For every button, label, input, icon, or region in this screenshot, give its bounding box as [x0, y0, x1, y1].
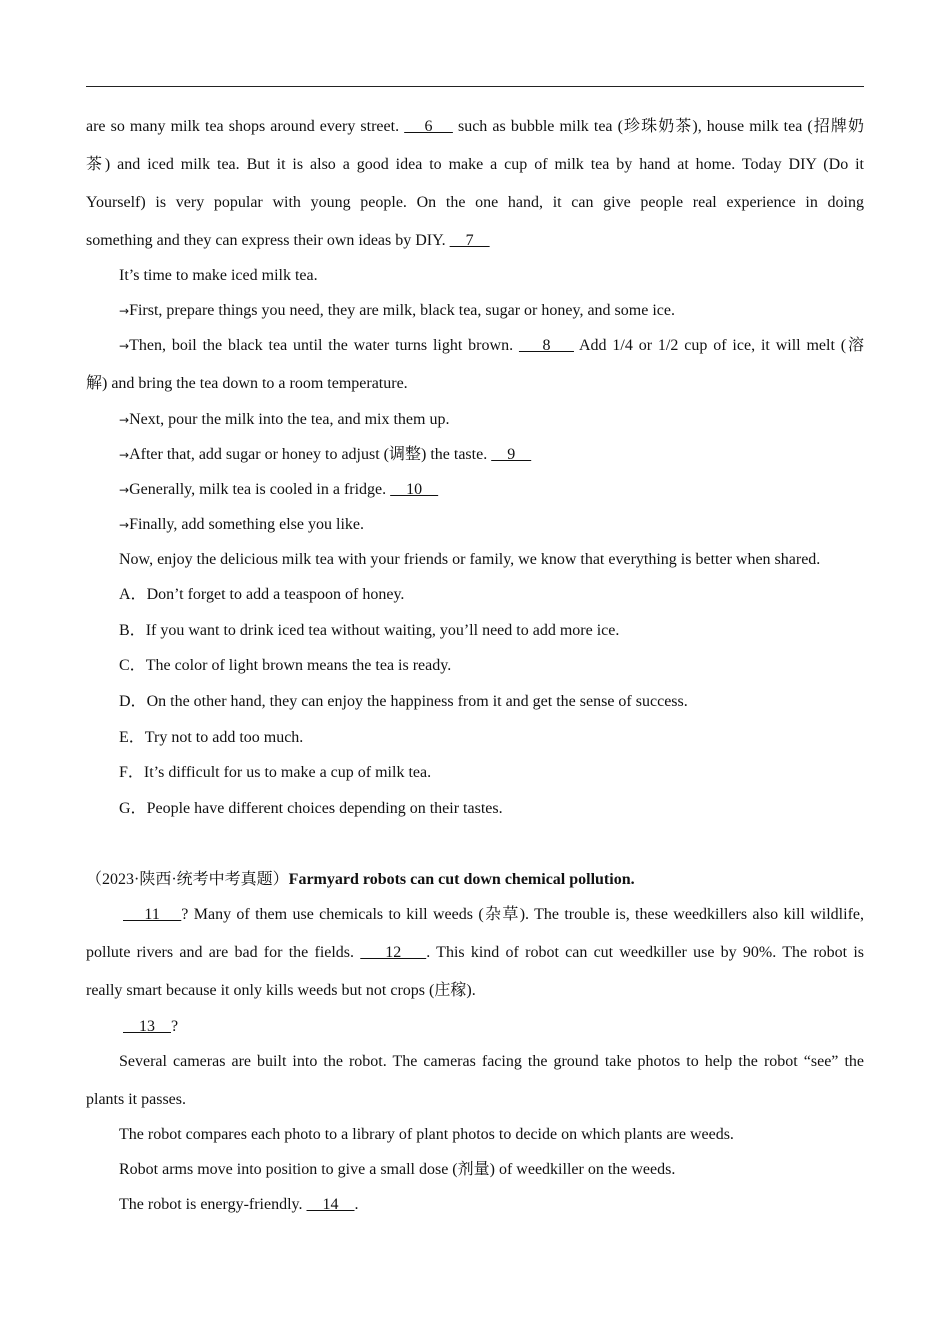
option-letter: B． [119, 622, 146, 639]
blank-13[interactable]: 13 [123, 1018, 171, 1035]
passage2-q13 [123, 1017, 864, 1037]
blank-9[interactable]: 9 [491, 446, 532, 463]
blank-6[interactable]: 6 [404, 118, 453, 135]
passage2-p3: The robot compares each photo to a library of plant photos to decide on which plants are weeds. [119, 1126, 734, 1143]
step-2-cont: 解) and bring the tea down to a room temperature. [86, 375, 408, 392]
text: ? [171, 1018, 179, 1035]
passage2-line-2 [86, 943, 864, 963]
passage1-closing: Now, enjoy the delicious milk tea with your friends or family, we know that everything is better when shared. [119, 551, 821, 568]
passage2-p5 [119, 1195, 864, 1215]
option-letter: A． [119, 586, 147, 603]
step-text: After that, add sugar or honey to adjust (调整) the taste. [129, 446, 492, 463]
text: ? Many of them use chemicals to kill weeds (杂草). The trouble is, these weedkillers also kill wildlife, [181, 906, 864, 923]
arrow-icon: → [119, 413, 130, 427]
option-d[interactable] [119, 692, 864, 712]
blank-10[interactable]: 10 [390, 481, 439, 498]
option-f[interactable] [119, 763, 864, 783]
option-c[interactable] [119, 656, 864, 676]
arrow-icon: → [119, 483, 130, 497]
blank-12[interactable]: 12 [360, 944, 427, 961]
text: such as bubble milk tea (珍珠奶茶), house milk tea (招牌奶 [452, 118, 864, 135]
arrow-icon: → [119, 339, 130, 353]
passage2-p2-line-1: Several cameras are built into the robot. The cameras facing the ground take photos to help the robot “see” the [119, 1053, 864, 1070]
step-6 [119, 515, 864, 535]
passage2-line-1 [123, 905, 864, 925]
arrow-icon: → [119, 304, 130, 318]
option-text: It’s difficult for us to make a cup of milk tea. [143, 764, 432, 781]
option-g[interactable] [119, 799, 864, 819]
step-text: Add 1/4 or 1/2 cup of ice, it will melt (溶 [573, 337, 864, 354]
arrow-icon: → [119, 448, 130, 462]
arrow-icon: → [119, 518, 130, 532]
option-e[interactable] [119, 728, 864, 748]
passage-title: Farmyard robots can cut down chemical pollution. [288, 871, 635, 888]
text: are so many milk tea shops around every street. [86, 118, 405, 135]
text: . [354, 1196, 359, 1213]
passage1-line-3: Yourself) is very popular with young people. On the one hand, it can give people real experience in doing [86, 194, 864, 211]
step-text: Then, boil the black tea until the water turns light brown. [129, 337, 519, 354]
option-letter: G． [119, 800, 147, 817]
step-text: Generally, milk tea is cooled in a fridge. [129, 481, 391, 498]
text: something and they can express their own ideas by DIY. [86, 232, 450, 249]
passage1-intro: It’s time to make iced milk tea. [119, 267, 318, 284]
header-rule [86, 86, 864, 87]
step-5 [119, 480, 864, 500]
blank-11[interactable]: 11 [123, 906, 182, 923]
option-a[interactable] [119, 585, 864, 605]
blank-8[interactable]: 8 [518, 337, 574, 354]
text: The robot is energy-friendly. [119, 1196, 307, 1213]
option-text: On the other hand, they can enjoy the happiness from it and get the sense of success. [146, 693, 688, 710]
blank-7[interactable]: 7 [449, 232, 490, 249]
text: pollute rivers and are bad for the fields. [86, 944, 361, 961]
passage2-p2-line-2: plants it passes. [86, 1091, 186, 1108]
step-3 [119, 410, 864, 430]
option-text: Don’t forget to add a teaspoon of honey. [146, 586, 405, 603]
step-4 [119, 445, 864, 465]
step-text: Finally, add something else you like. [129, 516, 364, 533]
option-letter: E． [119, 729, 145, 746]
passage1-line-2: 茶) and iced milk tea. But it is also a good idea to make a cup of milk tea by hand at home. Today DIY (Do it [86, 156, 864, 173]
option-text: Try not to add too much. [144, 729, 304, 746]
option-letter: F． [119, 764, 144, 781]
option-text: If you want to drink iced tea without waiting, you’ll need to add more ice. [145, 622, 620, 639]
passage1-line-1 [86, 117, 864, 137]
source-label: （2023·陕西·统考中考真题） [86, 871, 289, 888]
passage1-line-4 [86, 231, 864, 251]
option-letter: D． [119, 693, 147, 710]
option-b[interactable] [119, 621, 864, 641]
option-text: People have different choices depending on their tastes. [146, 800, 503, 817]
passage2-heading [86, 870, 864, 890]
text: . This kind of robot can cut weedkiller use by 90%. The robot is [426, 944, 865, 961]
step-text: First, prepare things you need, they are milk, black tea, sugar or honey, and some ice. [129, 302, 675, 319]
step-1 [119, 301, 864, 321]
passage2-line-3: really smart because it only kills weeds but not crops (庄稼). [86, 982, 476, 999]
blank-14[interactable]: 14 [306, 1196, 355, 1213]
step-text: Next, pour the milk into the tea, and mix them up. [129, 411, 450, 428]
option-text: The color of light brown means the tea is ready. [145, 657, 452, 674]
passage2-p4: Robot arms move into position to give a small dose (剂量) of weedkiller on the weeds. [119, 1161, 676, 1178]
step-2 [119, 336, 864, 356]
option-letter: C． [119, 657, 146, 674]
